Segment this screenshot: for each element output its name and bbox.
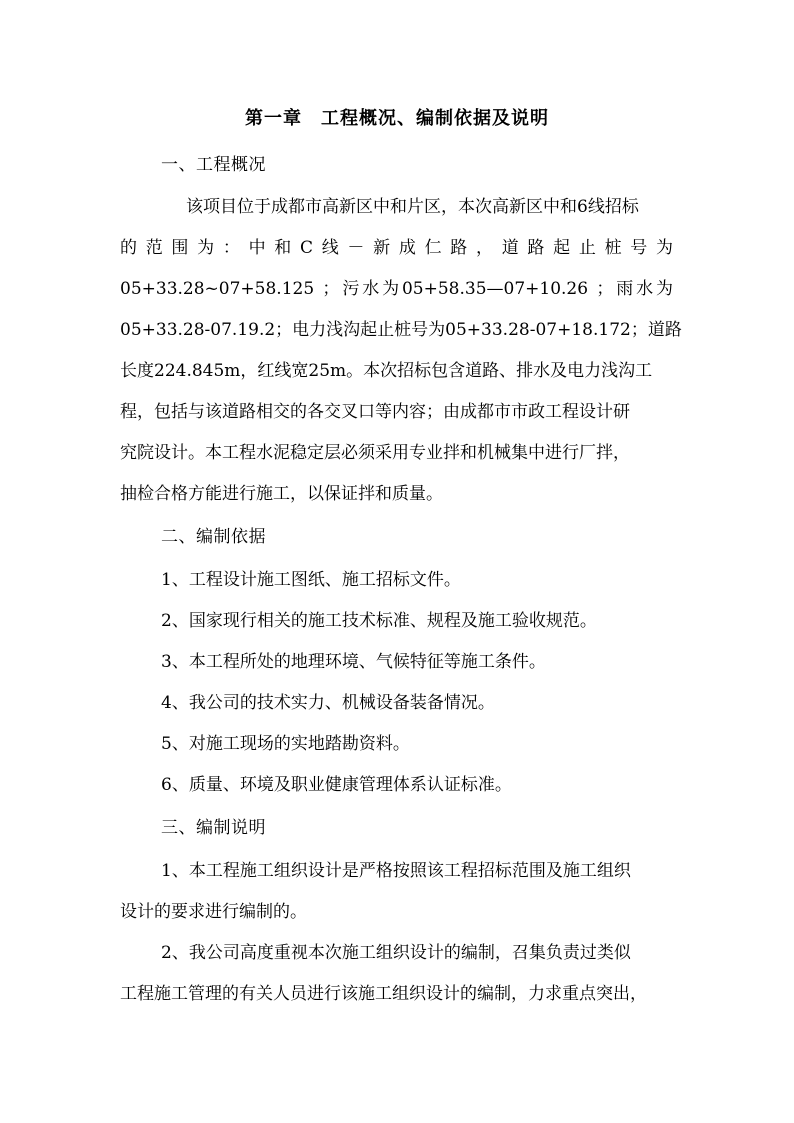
chapter-title: 第一章 工程概况、编制依据及说明 [245, 108, 549, 129]
notes-p1-line-2: 设计的要求进行编制的。 [120, 902, 307, 922]
notes-p2-line-2: 工程施工管理的有关人员进行该施工组织设计的编制，力求重点突出， [120, 984, 647, 1004]
overview-line-5: 长度224.845m，红线宽25m。本次招标包含道路、排水及电力浅沟工 [120, 361, 653, 381]
overview-line-6: 程，包括与该道路相交的各交叉口等内容；由成都市市政工程设计研 [120, 402, 630, 422]
basis-item-2: 2、国家现行相关的施工技术标准、规程及施工验收规范。 [161, 611, 597, 631]
section-heading-notes: 三、编制说明 [161, 818, 266, 838]
section-heading-basis: 二、编制依据 [161, 527, 266, 547]
basis-item-4: 4、我公司的技术实力、机械设备装备情况。 [161, 693, 495, 713]
overview-line-4: 05+33.28-07.19.2；电力浅沟起止桩号为05+33.28-07+18.172；道路 [120, 320, 682, 340]
overview-line-2: 的范围为：中和C线－新成仁路，道路起止桩号为 [120, 238, 673, 258]
basis-item-6: 6、质量、环境及职业健康管理体系认证标准。 [161, 775, 512, 795]
basis-item-5: 5、对施工现场的实地踏勘资料。 [161, 734, 410, 754]
overview-line-8: 抽检合格方能进行施工，以保证拌和质量。 [120, 484, 443, 504]
notes-p2-line-1: 2、我公司高度重视本次施工组织设计的编制，召集负责过类似 [161, 943, 631, 963]
section-heading-overview: 一、工程概况 [161, 155, 266, 175]
overview-line-3: 05+33.28~07+58.125 ；污水为05+58.35—07+10.26 ；雨水为 [120, 279, 673, 299]
overview-line-1: 该项目位于成都市高新区中和片区，本次高新区中和6线招标 [186, 197, 639, 217]
overview-line-7: 究院设计。本工程水泥稳定层必须采用专业拌和机械集中进行厂拌， [120, 443, 630, 463]
basis-item-1: 1、工程设计施工图纸、施工招标文件。 [161, 570, 461, 590]
notes-p1-line-1: 1、本工程施工组织设计是严格按照该工程招标范围及施工组织 [161, 861, 631, 881]
basis-item-3: 3、本工程所处的地理环境、气候特征等施工条件。 [161, 652, 546, 672]
